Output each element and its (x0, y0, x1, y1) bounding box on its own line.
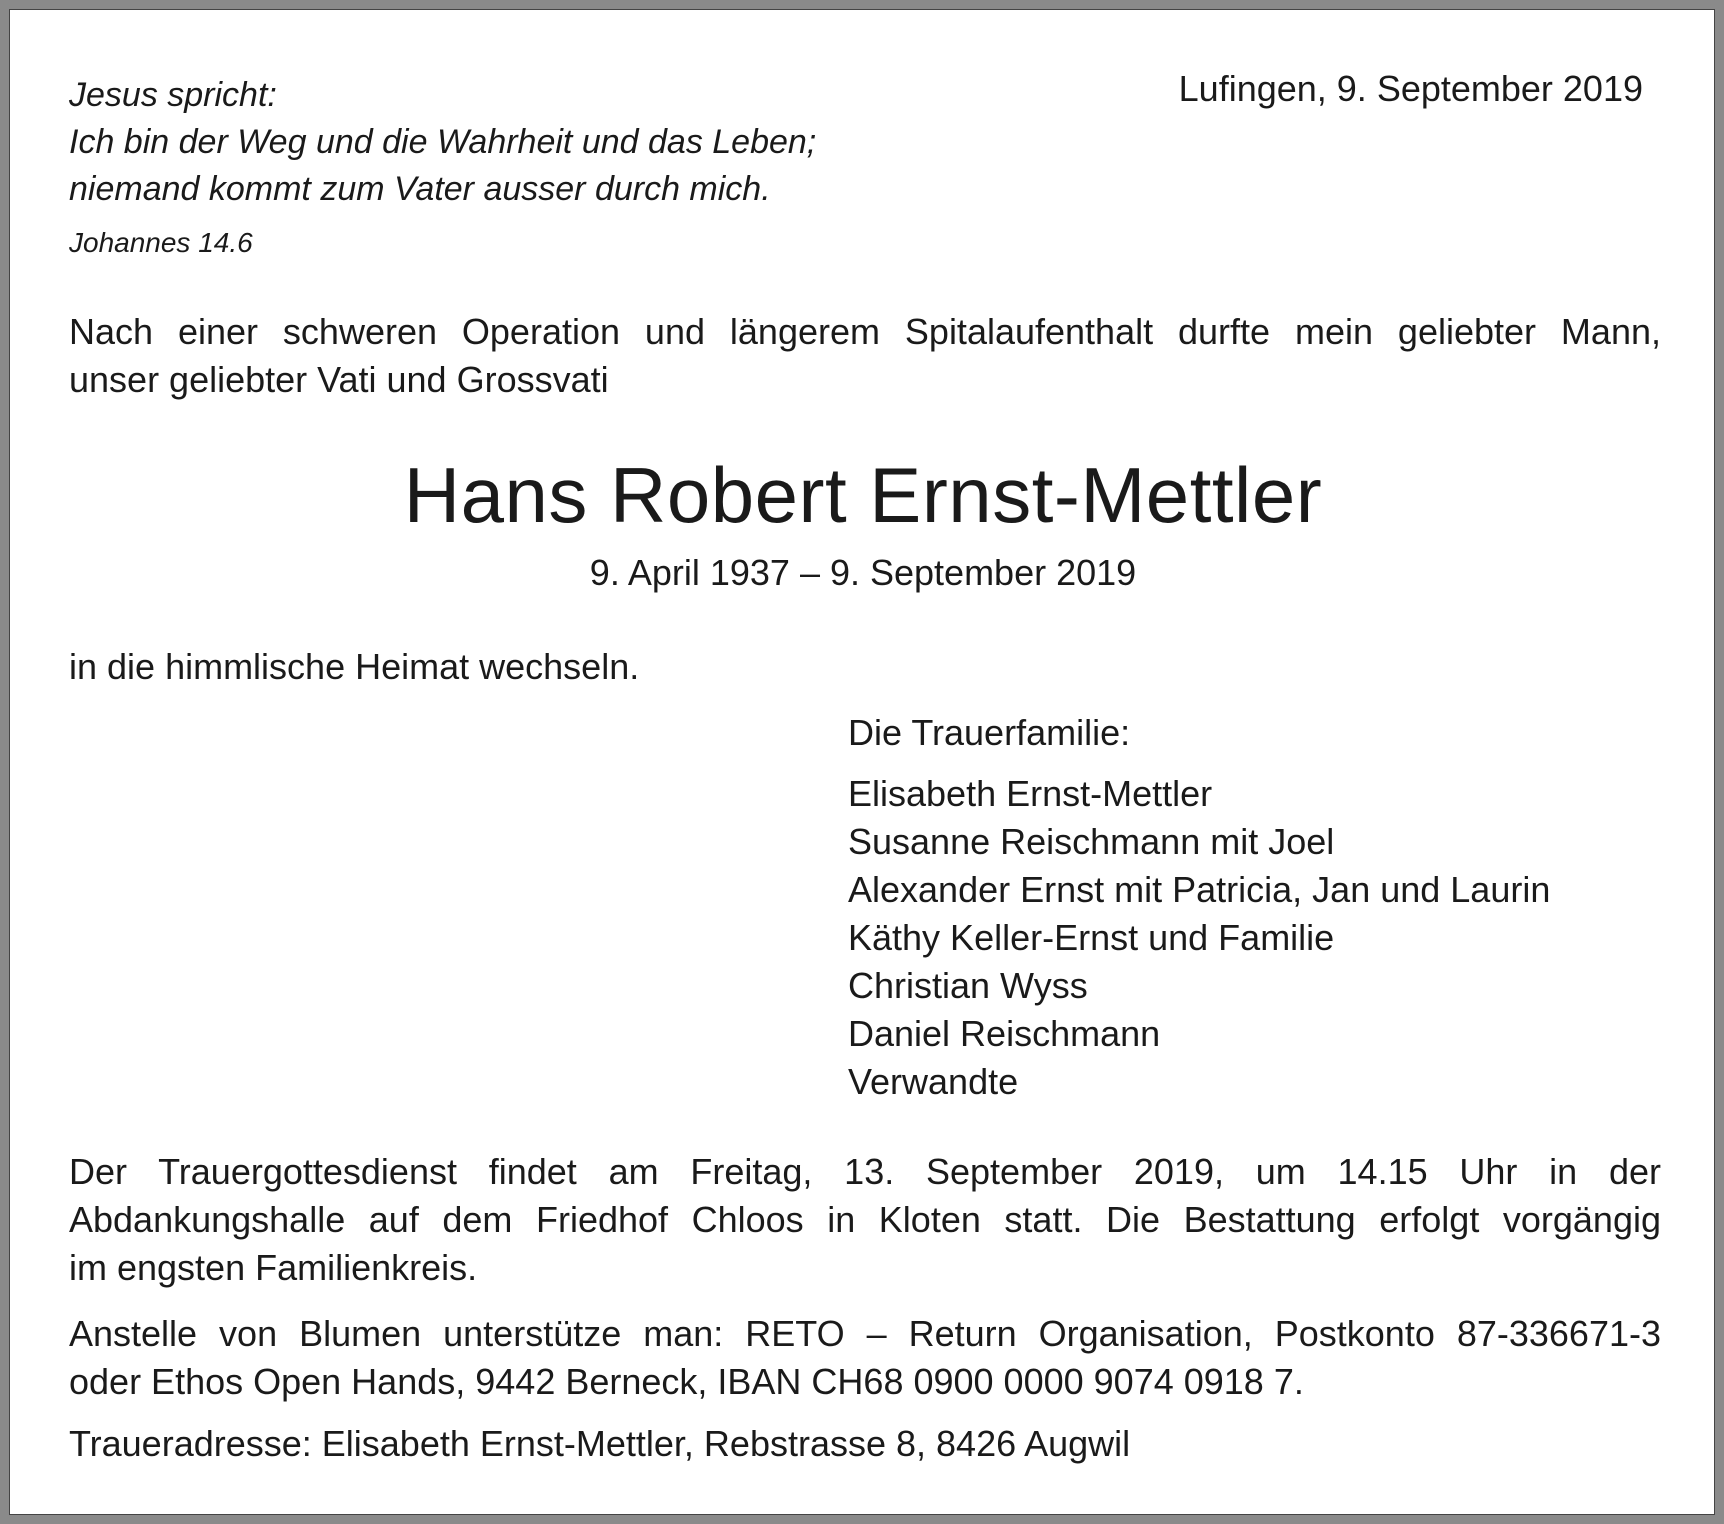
verse-reference: Johannes 14.6 (69, 227, 253, 258)
family-member: Christian Wyss (848, 965, 1088, 1006)
mourning-address (69, 1420, 1661, 1468)
service-line: Abdankungshalle auf dem Friedhof Chloos in Kloten statt. Die Bestattung erfolgt vorgängig (69, 1199, 1661, 1240)
family-member: Alexander Ernst mit Patricia, Jan und Laurin (848, 869, 1551, 910)
family-member: Elisabeth Ernst-Mettler (848, 773, 1213, 814)
deceased-name: Hans Robert Ernst-Mettler (403, 451, 1323, 539)
family-list (848, 770, 1550, 1106)
donation-line: Anstelle von Blumen unterstütze man: RETO – Return Organisation, Postkonto 87-336671-3 (69, 1313, 1661, 1354)
address-line: Traueradresse: Elisabeth Ernst-Mettler, Rebstrasse 8, 8426 Augwil (69, 1423, 1131, 1464)
donation-info (69, 1310, 1661, 1406)
intro-line: unser geliebter Vati und Grossvati (69, 359, 609, 400)
family-member: Susanne Reischmann mit Joel (848, 821, 1335, 862)
transition-text: in die himmlische Heimat wechseln. (69, 646, 640, 687)
family-member: Daniel Reischmann (848, 1013, 1161, 1054)
bible-verse (69, 72, 816, 213)
obituary-notice (9, 9, 1715, 1515)
family-member: Käthy Keller-Ernst und Familie (848, 917, 1335, 958)
family-member: Verwandte (848, 1061, 1019, 1102)
family-heading: Die Trauerfamilie: (848, 712, 1131, 753)
verse-line: niemand kommt zum Vater ausser durch mich. (69, 170, 771, 208)
intro-line: Nach einer schweren Operation und längerem Spitalaufenthalt durfte mein geliebter Mann, (69, 311, 1661, 352)
service-line: im engsten Familienkreis. (69, 1247, 478, 1288)
life-dates: 9. April 1937 – 9. September 2019 (589, 552, 1137, 593)
service-info (69, 1148, 1661, 1292)
place-date: Lufingen, 9. September 2019 (1178, 68, 1643, 109)
verse-line: Ich bin der Weg und die Wahrheit und das Leben; (69, 123, 817, 161)
service-line: Der Trauergottesdienst findet am Freitag, 13. September 2019, um 14.15 Uhr in der (69, 1151, 1661, 1192)
intro-text (69, 308, 1661, 404)
verse-line: Jesus spricht: (69, 76, 277, 114)
donation-line: oder Ethos Open Hands, 9442 Berneck, IBAN CH68 0900 0000 9074 0918 7. (69, 1361, 1304, 1402)
